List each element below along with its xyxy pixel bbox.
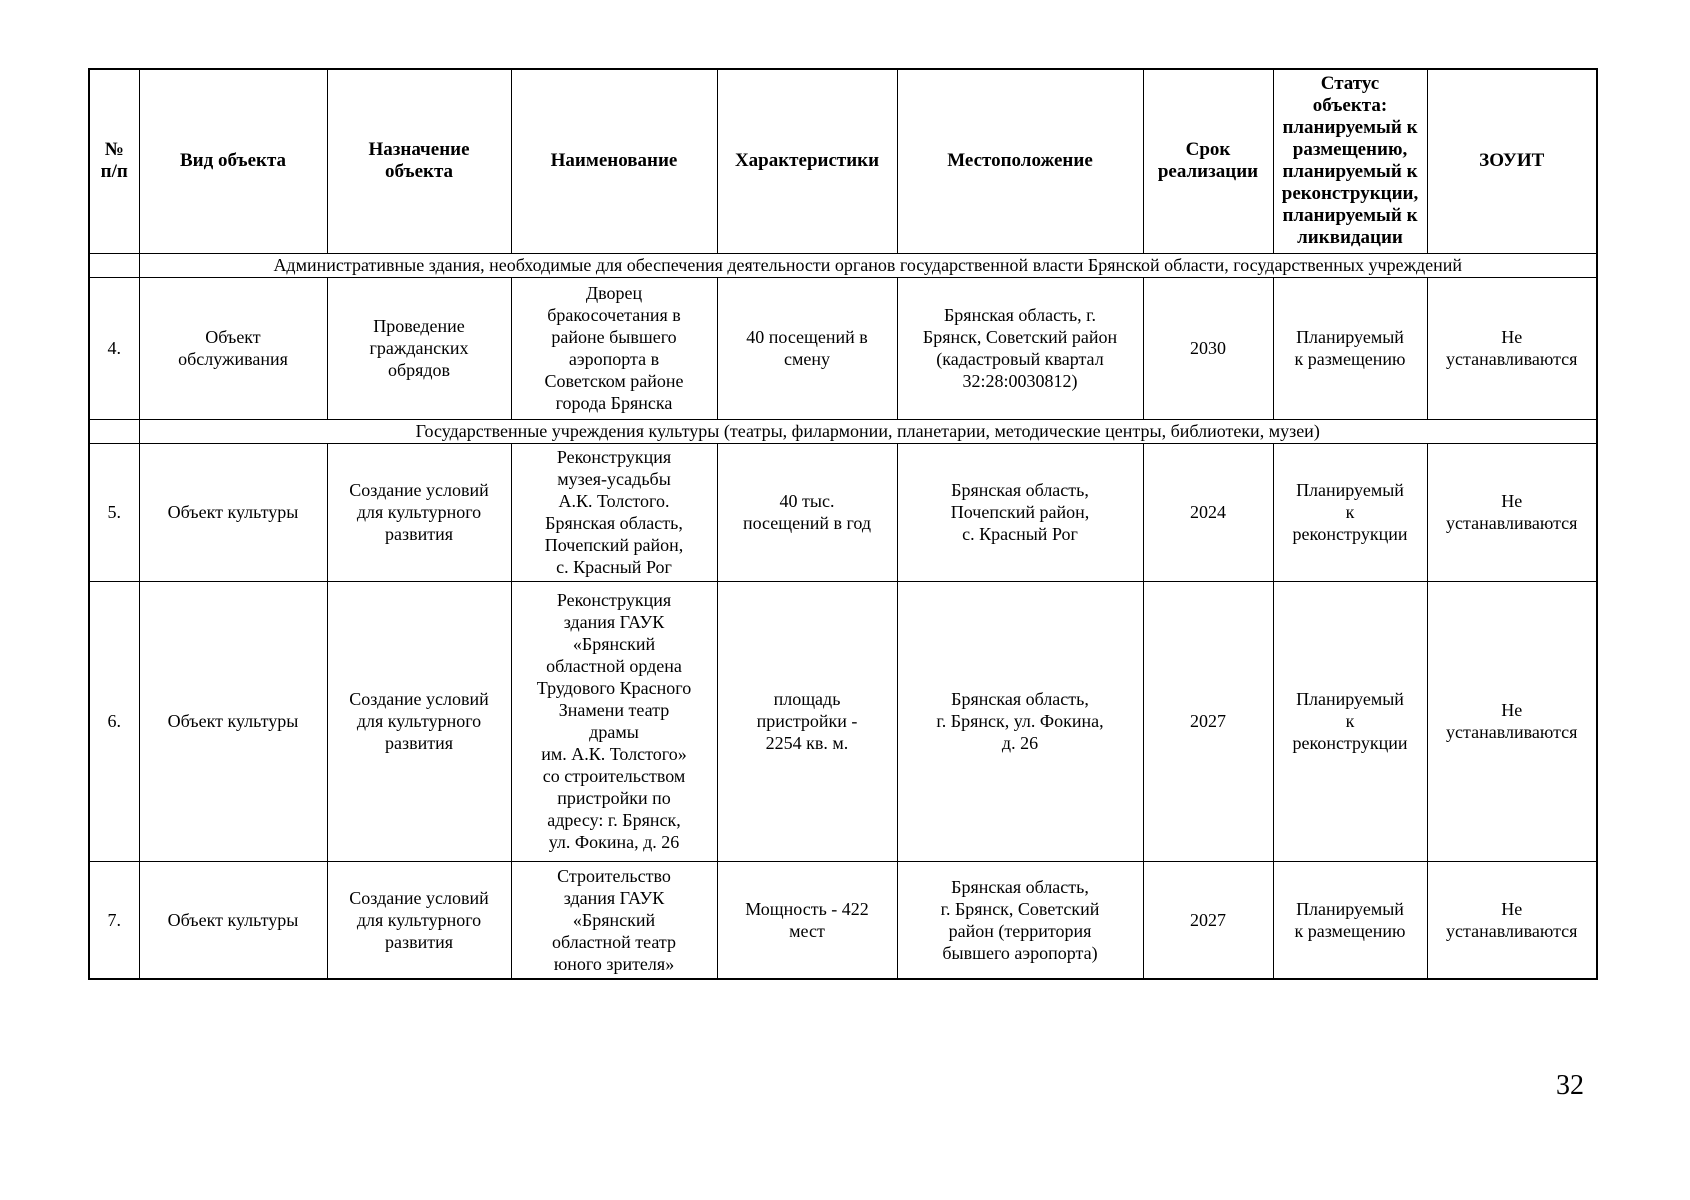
row-type: Объект культуры — [139, 581, 327, 861]
row-name: Реконструкция здания ГАУК «Брянский областной ордена Трудового Красного Знамени театр драмы им. А.К. Толстого» со строительством пристройки по адресу: г. Брянск, ул. Фокина, д. 26 — [511, 581, 717, 861]
row-name: Реконструкция музея-усадьбы А.К. Толстого. Брянская область, Почепский район, с. Красный Рог — [511, 443, 717, 581]
row-zouit: Не устанавливаются — [1427, 443, 1597, 581]
row-num: 6. — [89, 581, 139, 861]
row-name: Строительство здания ГАУК «Брянский областной театр юного зрителя» — [511, 861, 717, 979]
row-characteristics: площадь пристройки - 2254 кв. м. — [717, 581, 897, 861]
row-status: Планируемый к размещению — [1273, 277, 1427, 419]
table-row — [89, 443, 1597, 581]
row-purpose: Создание условий для культурного развития — [327, 861, 511, 979]
row-purpose: Создание условий для культурного развития — [327, 581, 511, 861]
row-characteristics: Мощность - 422 мест — [717, 861, 897, 979]
table-row — [89, 581, 1597, 861]
section-num-cell — [89, 253, 139, 277]
header-status: Статус объекта: планируемый к размещению, планируемый к реконструкции, планируемый к ликвидации — [1273, 69, 1427, 253]
row-location: Брянская область, г. Брянск, Советский район (территория бывшего аэропорта) — [897, 861, 1143, 979]
header-type: Вид объекта — [139, 69, 327, 253]
row-num: 5. — [89, 443, 139, 581]
section-title: Административные здания, необходимые для обеспечения деятельности органов государственной власти Брянской области, государственных учреждений — [139, 253, 1597, 277]
table-row — [89, 277, 1597, 419]
header-purpose: Назначение объекта — [327, 69, 511, 253]
section-num-cell — [89, 419, 139, 443]
row-term: 2027 — [1143, 861, 1273, 979]
header-zouit: ЗОУИТ — [1427, 69, 1597, 253]
row-zouit: Не устанавливаются — [1427, 277, 1597, 419]
row-characteristics: 40 тыс. посещений в год — [717, 443, 897, 581]
header-term: Срок реализации — [1143, 69, 1273, 253]
row-status: Планируемый к реконструкции — [1273, 443, 1427, 581]
row-term: 2024 — [1143, 443, 1273, 581]
header-name: Наименование — [511, 69, 717, 253]
row-zouit: Не устанавливаются — [1427, 861, 1597, 979]
header-characteristics: Характеристики — [717, 69, 897, 253]
row-name: Дворец бракосочетания в районе бывшего аэропорта в Советском районе города Брянска — [511, 277, 717, 419]
row-type: Объект культуры — [139, 861, 327, 979]
section-title: Государственные учреждения культуры (театры, филармонии, планетарии, методические центры, библиотеки, музеи) — [139, 419, 1597, 443]
row-term: 2027 — [1143, 581, 1273, 861]
header-num: № п/п — [89, 69, 139, 253]
row-type: Объект культуры — [139, 443, 327, 581]
section-row — [89, 253, 1597, 277]
row-status: Планируемый к размещению — [1273, 861, 1427, 979]
row-num: 4. — [89, 277, 139, 419]
page-number: 32 — [1556, 1070, 1584, 1101]
row-location: Брянская область, г. Брянск, Советский район (кадастровый квартал 32:28:0030812) — [897, 277, 1143, 419]
section-row — [89, 419, 1597, 443]
header-row — [89, 69, 1597, 253]
row-num: 7. — [89, 861, 139, 979]
header-location: Местоположение — [897, 69, 1143, 253]
row-term: 2030 — [1143, 277, 1273, 419]
objects-table — [88, 68, 1598, 980]
row-location: Брянская область, Почепский район, с. Красный Рог — [897, 443, 1143, 581]
row-location: Брянская область, г. Брянск, ул. Фокина, д. 26 — [897, 581, 1143, 861]
row-zouit: Не устанавливаются — [1427, 581, 1597, 861]
row-purpose: Проведение гражданских обрядов — [327, 277, 511, 419]
row-status: Планируемый к реконструкции — [1273, 581, 1427, 861]
table-row — [89, 861, 1597, 979]
row-type: Объект обслуживания — [139, 277, 327, 419]
row-purpose: Создание условий для культурного развития — [327, 443, 511, 581]
row-characteristics: 40 посещений в смену — [717, 277, 897, 419]
